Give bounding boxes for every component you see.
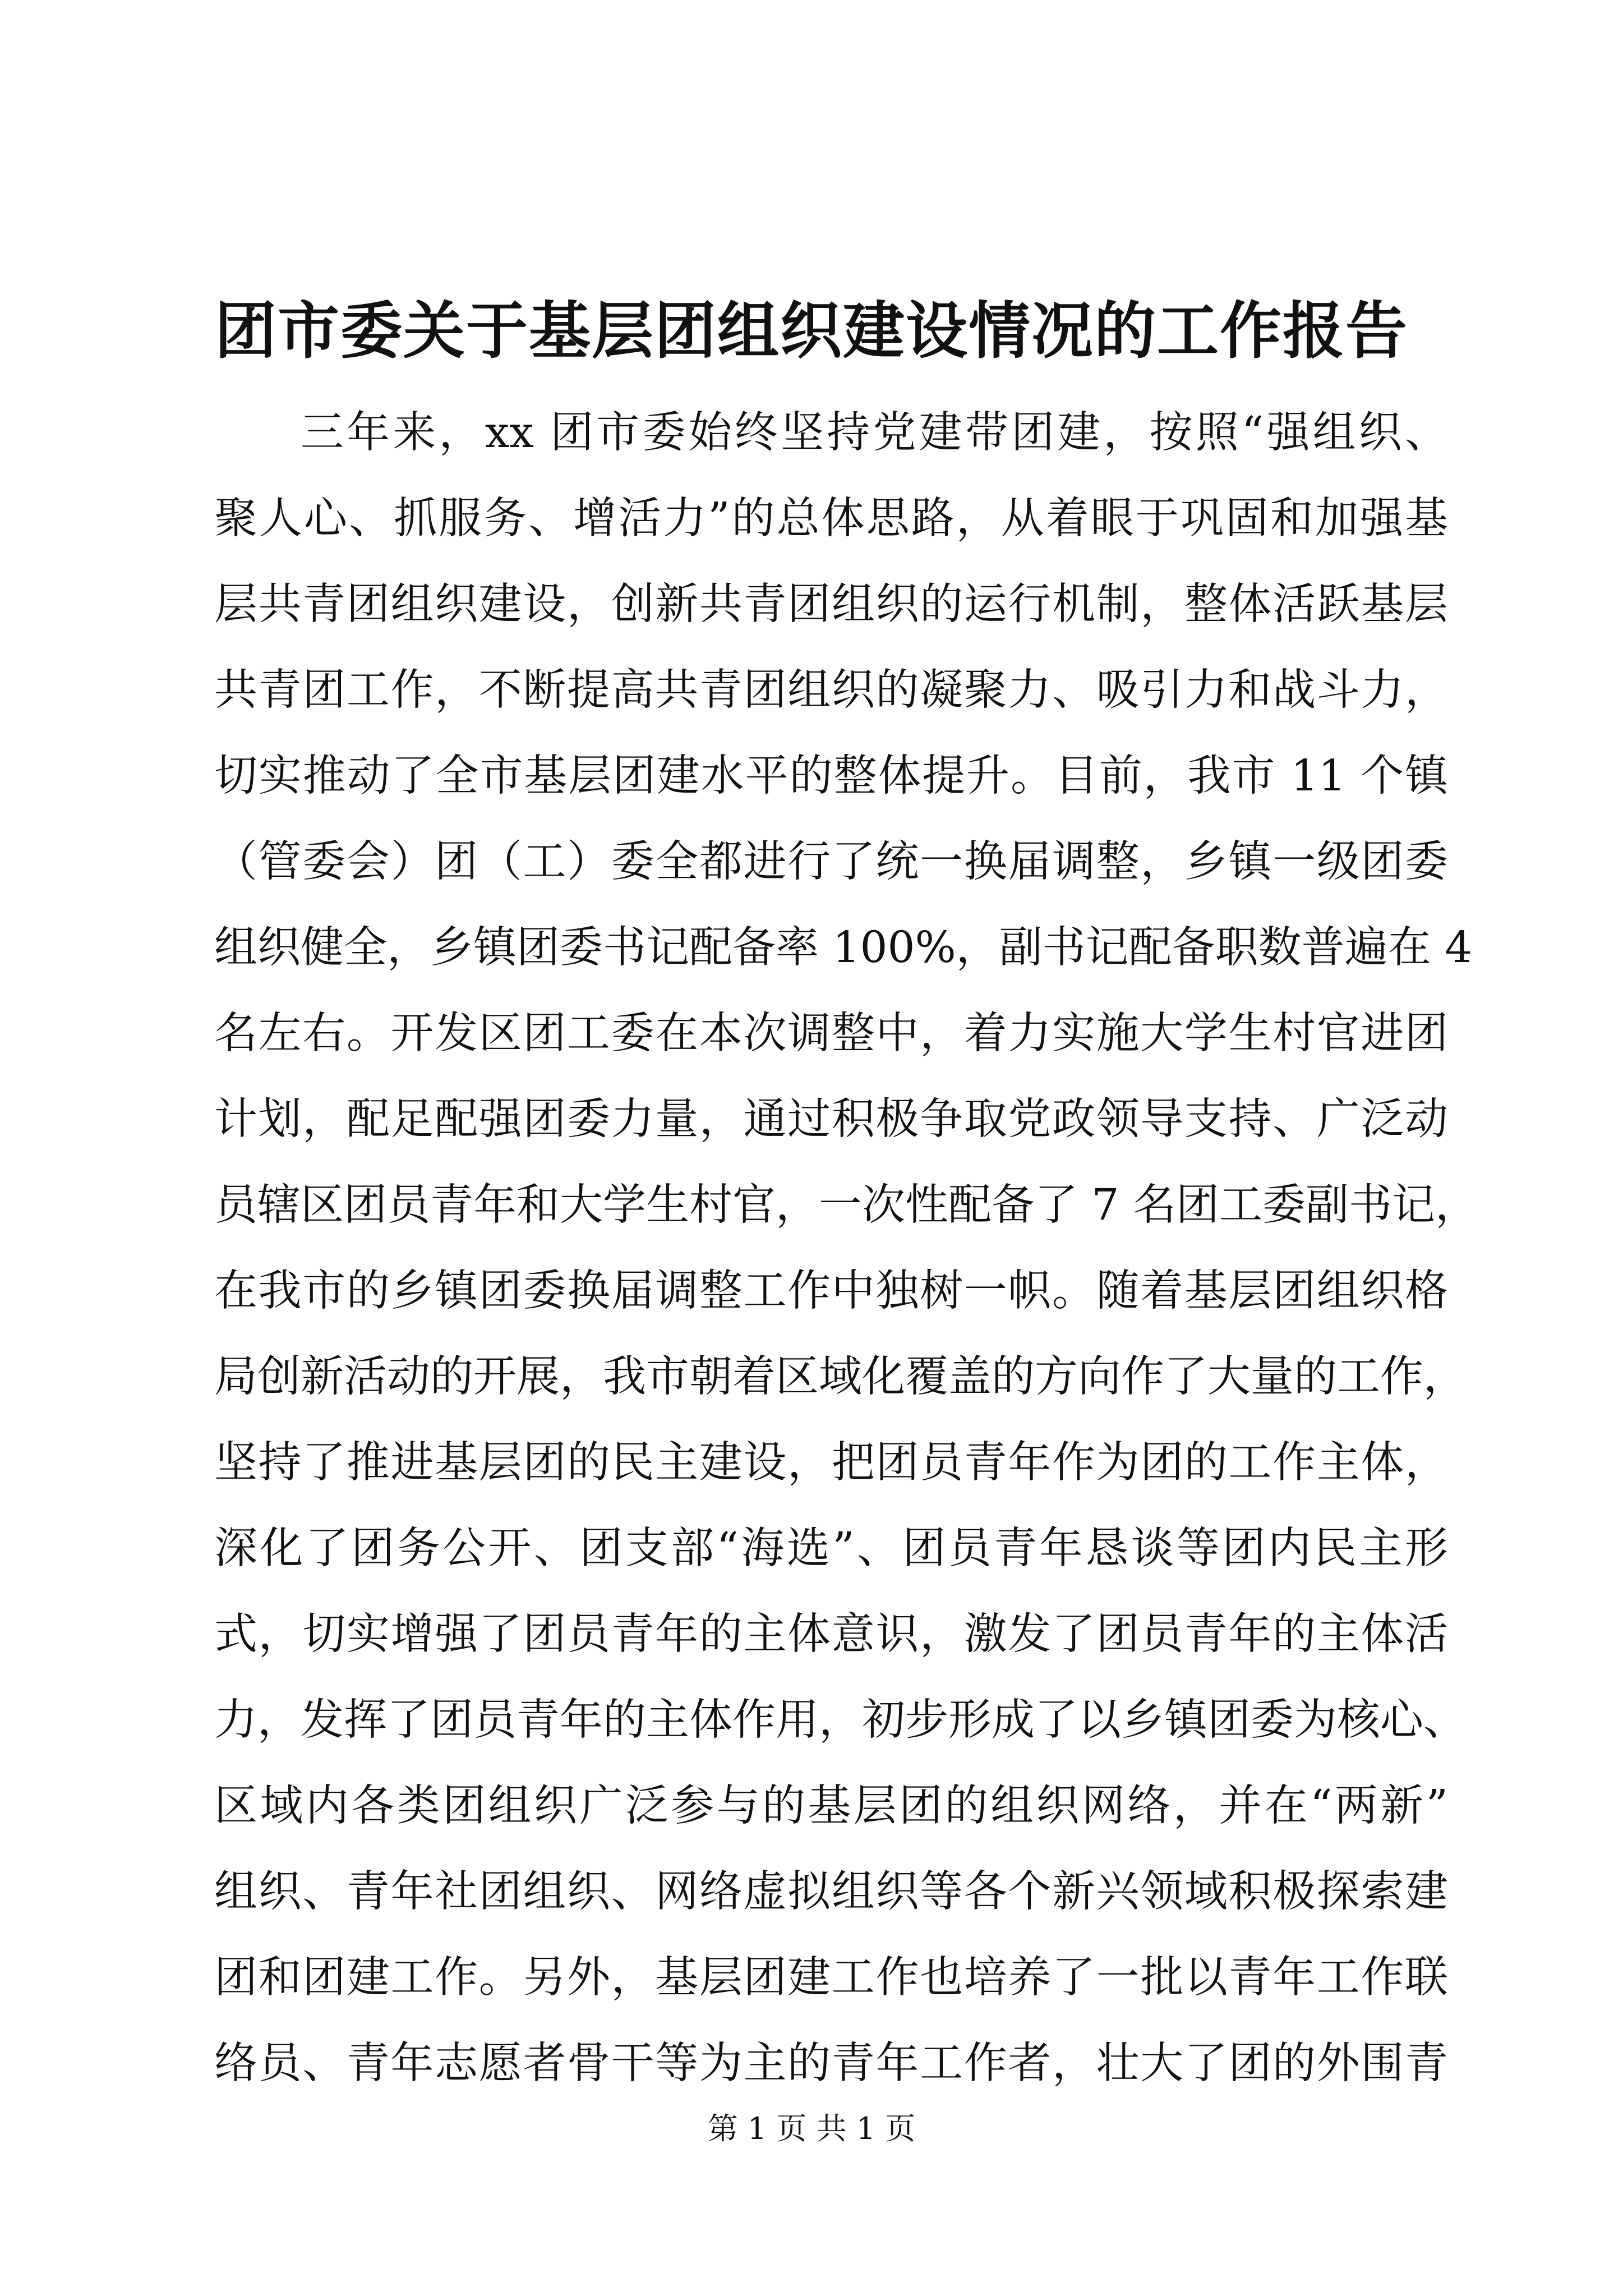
paragraph-line: 员辖区团员青年和大学生村官，一次性配备了 7 名团工委副书记， [214, 1180, 1478, 1230]
paragraph-line: 深化了团务公开、团支部“海选”、团员青年恳谈等团内民主形 [214, 1524, 1448, 1573]
paragraph-line: 组织、青年社团组织、网络虚拟组织等各个新兴领域积极探索建 [214, 1867, 1448, 1917]
paragraph-line: 在我市的乡镇团委换届调整工作中独树一帜。随着基层团组织格 [214, 1266, 1448, 1316]
paragraph-line: 局创新活动的开展，我市朝着区域化覆盖的方向作了大量的工作， [214, 1352, 1467, 1402]
paragraph-line: 共青团工作，不断提高共青团组织的凝聚力、吸引力和战斗力， [214, 665, 1448, 715]
paragraph-line: 聚人心、抓服务、增活力”的总体思路，从着眼于巩固和加强基 [214, 494, 1448, 544]
paragraph-line: 络员、青年志愿者骨干等为主的青年工作者，壮大了团的外围青 [214, 2039, 1448, 2088]
paragraph-line: 式，切实增强了团员青年的主体意识，激发了团员青年的主体活 [214, 1609, 1448, 1659]
paragraph-line: 三年来，xx 团市委始终坚持党建带团建，按照“强组织、 [301, 408, 1448, 458]
page-footer: 第 1 页 共 1 页 [707, 2111, 916, 2146]
body-paragraph [214, 390, 1478, 2106]
paragraph-line: 名左右。开发区团工委在本次调整中，着力实施大学生村官进团 [214, 1009, 1448, 1059]
paragraph-line: 组织健全，乡镇团委书记配备率 100%，副书记配备职数普遍在 4 [214, 923, 1473, 973]
paragraph-line: 力，发挥了团员青年的主体作用，初步形成了以乡镇团委为核心、 [214, 1695, 1467, 1745]
document-title: 团市委关于基层团组织建设情况的工作报告 [215, 295, 1408, 367]
paragraph-line: 计划，配足配强团委力量，通过积极争取党政领导支持、广泛动 [214, 1094, 1448, 1144]
paragraph-line: 团和团建工作。另外，基层团建工作也培养了一批以青年工作联 [214, 1953, 1448, 2003]
paragraph-line: （管委会）团（工）委全都进行了统一换届调整，乡镇一级团委 [214, 837, 1448, 887]
paragraph-line: 层共青团组织建设，创新共青团组织的运行机制，整体活跃基层 [214, 579, 1448, 629]
paragraph-line: 坚持了推进基层团的民主建设，把团员青年作为团的工作主体， [214, 1438, 1448, 1488]
paragraph-line: 切实推动了全市基层团建水平的整体提升。目前，我市 11 个镇 [214, 751, 1448, 801]
paragraph-line: 区域内各类团组织广泛参与的基层团的组织网络，并在“两新” [214, 1781, 1448, 1831]
